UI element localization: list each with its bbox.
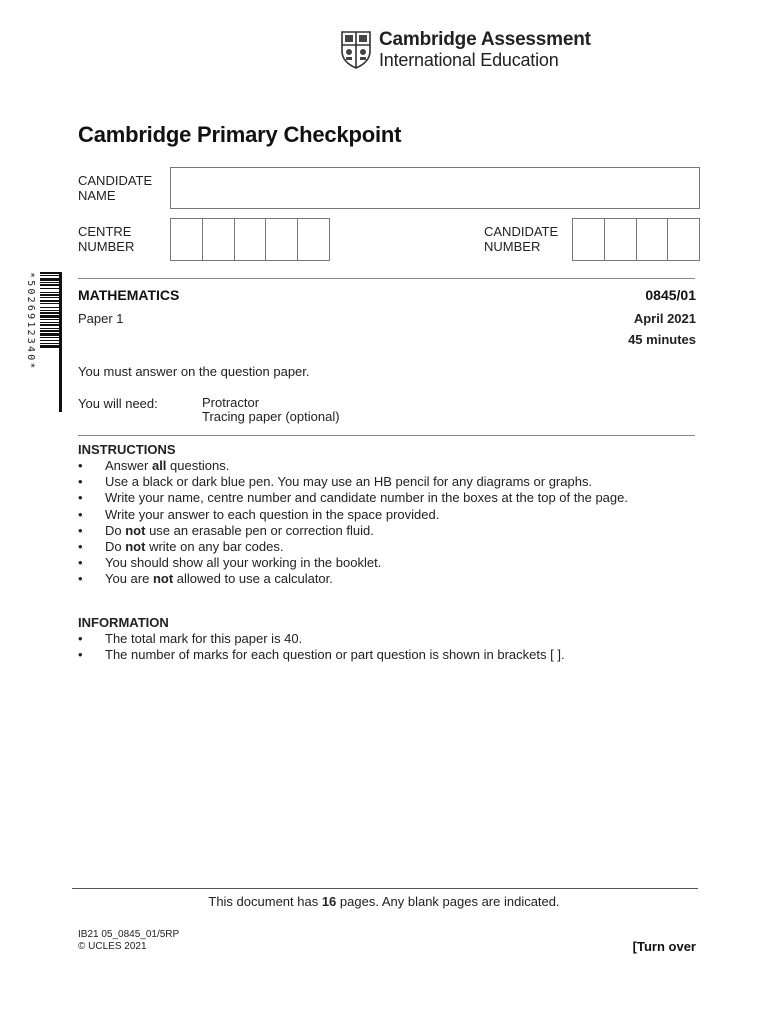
barcode-bar xyxy=(40,288,62,289)
list-item: • You are not allowed to use a calculator. xyxy=(78,571,698,587)
exam-duration: 45 minutes xyxy=(628,332,696,347)
instructions-list xyxy=(78,458,698,588)
barcode-bar xyxy=(40,292,62,293)
candidate-number-field[interactable] xyxy=(572,218,700,261)
brand-line-2: International Education xyxy=(379,50,559,70)
list-item: • Do not use an erasable pen or correction fluid. xyxy=(78,523,698,539)
barcode-bar xyxy=(40,337,62,338)
divider xyxy=(78,278,695,279)
footer-divider xyxy=(72,888,698,889)
barcode-bar xyxy=(40,310,62,311)
need-item: Protractor xyxy=(202,395,260,410)
list-item: • Do not write on any bar codes. xyxy=(78,539,698,555)
list-item: • The number of marks for each question or part question is shown in brackets [ ]. xyxy=(78,647,698,663)
brand-line-1: Cambridge Assessment xyxy=(379,29,591,50)
information-list xyxy=(78,631,698,663)
need-label: You will need: xyxy=(78,396,158,411)
barcode-bar xyxy=(40,307,62,308)
candidate-digit-box[interactable] xyxy=(668,219,699,260)
turn-over: [Turn over xyxy=(632,939,696,954)
list-item: • Answer all questions. xyxy=(78,458,698,474)
document-reference: IB21 05_0845_01/5RP xyxy=(78,929,180,940)
list-item: • Use a black or dark blue pen. You may use an HB pencil for any diagrams or graphs. xyxy=(78,474,698,490)
barcode-bar xyxy=(40,333,62,336)
paper-number: Paper 1 xyxy=(78,311,124,326)
candidate-digit-box[interactable] xyxy=(605,219,637,260)
barcode-bar xyxy=(40,300,62,302)
barcode-bar xyxy=(40,330,62,332)
list-item: • Write your answer to each question in the space provided. xyxy=(78,507,698,523)
centre-number-field[interactable] xyxy=(170,218,330,261)
copyright: © UCLES 2021 xyxy=(78,941,147,952)
list-item: • You should show all your working in the booklet. xyxy=(78,555,698,571)
barcode-bar xyxy=(40,340,62,341)
brand-logo xyxy=(341,30,591,70)
exam-date: April 2021 xyxy=(633,311,696,326)
centre-digit-box[interactable] xyxy=(235,219,267,260)
barcode-bar xyxy=(40,345,62,348)
centre-digit-box[interactable] xyxy=(266,219,298,260)
list-item: • The total mark for this paper is 40. xyxy=(78,631,698,647)
barcode-bar xyxy=(40,315,62,318)
information-heading: INFORMATION xyxy=(78,615,169,630)
candidate-number-label: CANDIDATE NUMBER xyxy=(484,224,559,254)
centre-digit-box[interactable] xyxy=(298,219,329,260)
barcode-bar xyxy=(40,343,62,344)
barcode-bar xyxy=(40,278,62,281)
need-list xyxy=(202,396,340,424)
centre-number-label: CENTRE NUMBER xyxy=(78,224,135,254)
barcode-bar xyxy=(40,328,62,329)
candidate-name-field[interactable] xyxy=(170,167,700,209)
candidate-digit-box[interactable] xyxy=(573,219,605,260)
barcode-bar xyxy=(40,324,62,326)
barcode-bar xyxy=(40,272,62,274)
page-title: Cambridge Primary Checkpoint xyxy=(78,122,402,147)
barcode-bar xyxy=(40,312,62,314)
barcode-bar xyxy=(40,294,62,296)
centre-digit-box[interactable] xyxy=(171,219,203,260)
subject: MATHEMATICS xyxy=(78,287,180,303)
barcode-text: *5026912340* xyxy=(25,272,36,371)
barcode-bar xyxy=(40,284,62,286)
barcode-bar xyxy=(40,282,62,283)
barcode-bar xyxy=(40,303,62,304)
candidate-digit-box[interactable] xyxy=(637,219,669,260)
divider xyxy=(78,435,695,436)
need-item: Tracing paper (optional) xyxy=(202,409,340,424)
answer-note: You must answer on the question paper. xyxy=(78,364,310,379)
list-item: • Write your name, centre number and candidate number in the boxes at the top of the page. xyxy=(78,490,698,506)
candidate-name-label: CANDIDATE NAME xyxy=(78,173,153,203)
instructions-heading: INSTRUCTIONS xyxy=(78,442,176,457)
barcode-bar xyxy=(40,319,62,320)
barcode-bar xyxy=(40,297,62,298)
centre-digit-box[interactable] xyxy=(203,219,235,260)
page-count-note: This document has 16 pages. Any blank pages are indicated. xyxy=(208,894,560,909)
crest-icon xyxy=(341,31,371,69)
barcode-bar xyxy=(40,322,62,323)
syllabus-code: 0845/01 xyxy=(645,287,696,303)
barcode-bar xyxy=(40,275,62,276)
